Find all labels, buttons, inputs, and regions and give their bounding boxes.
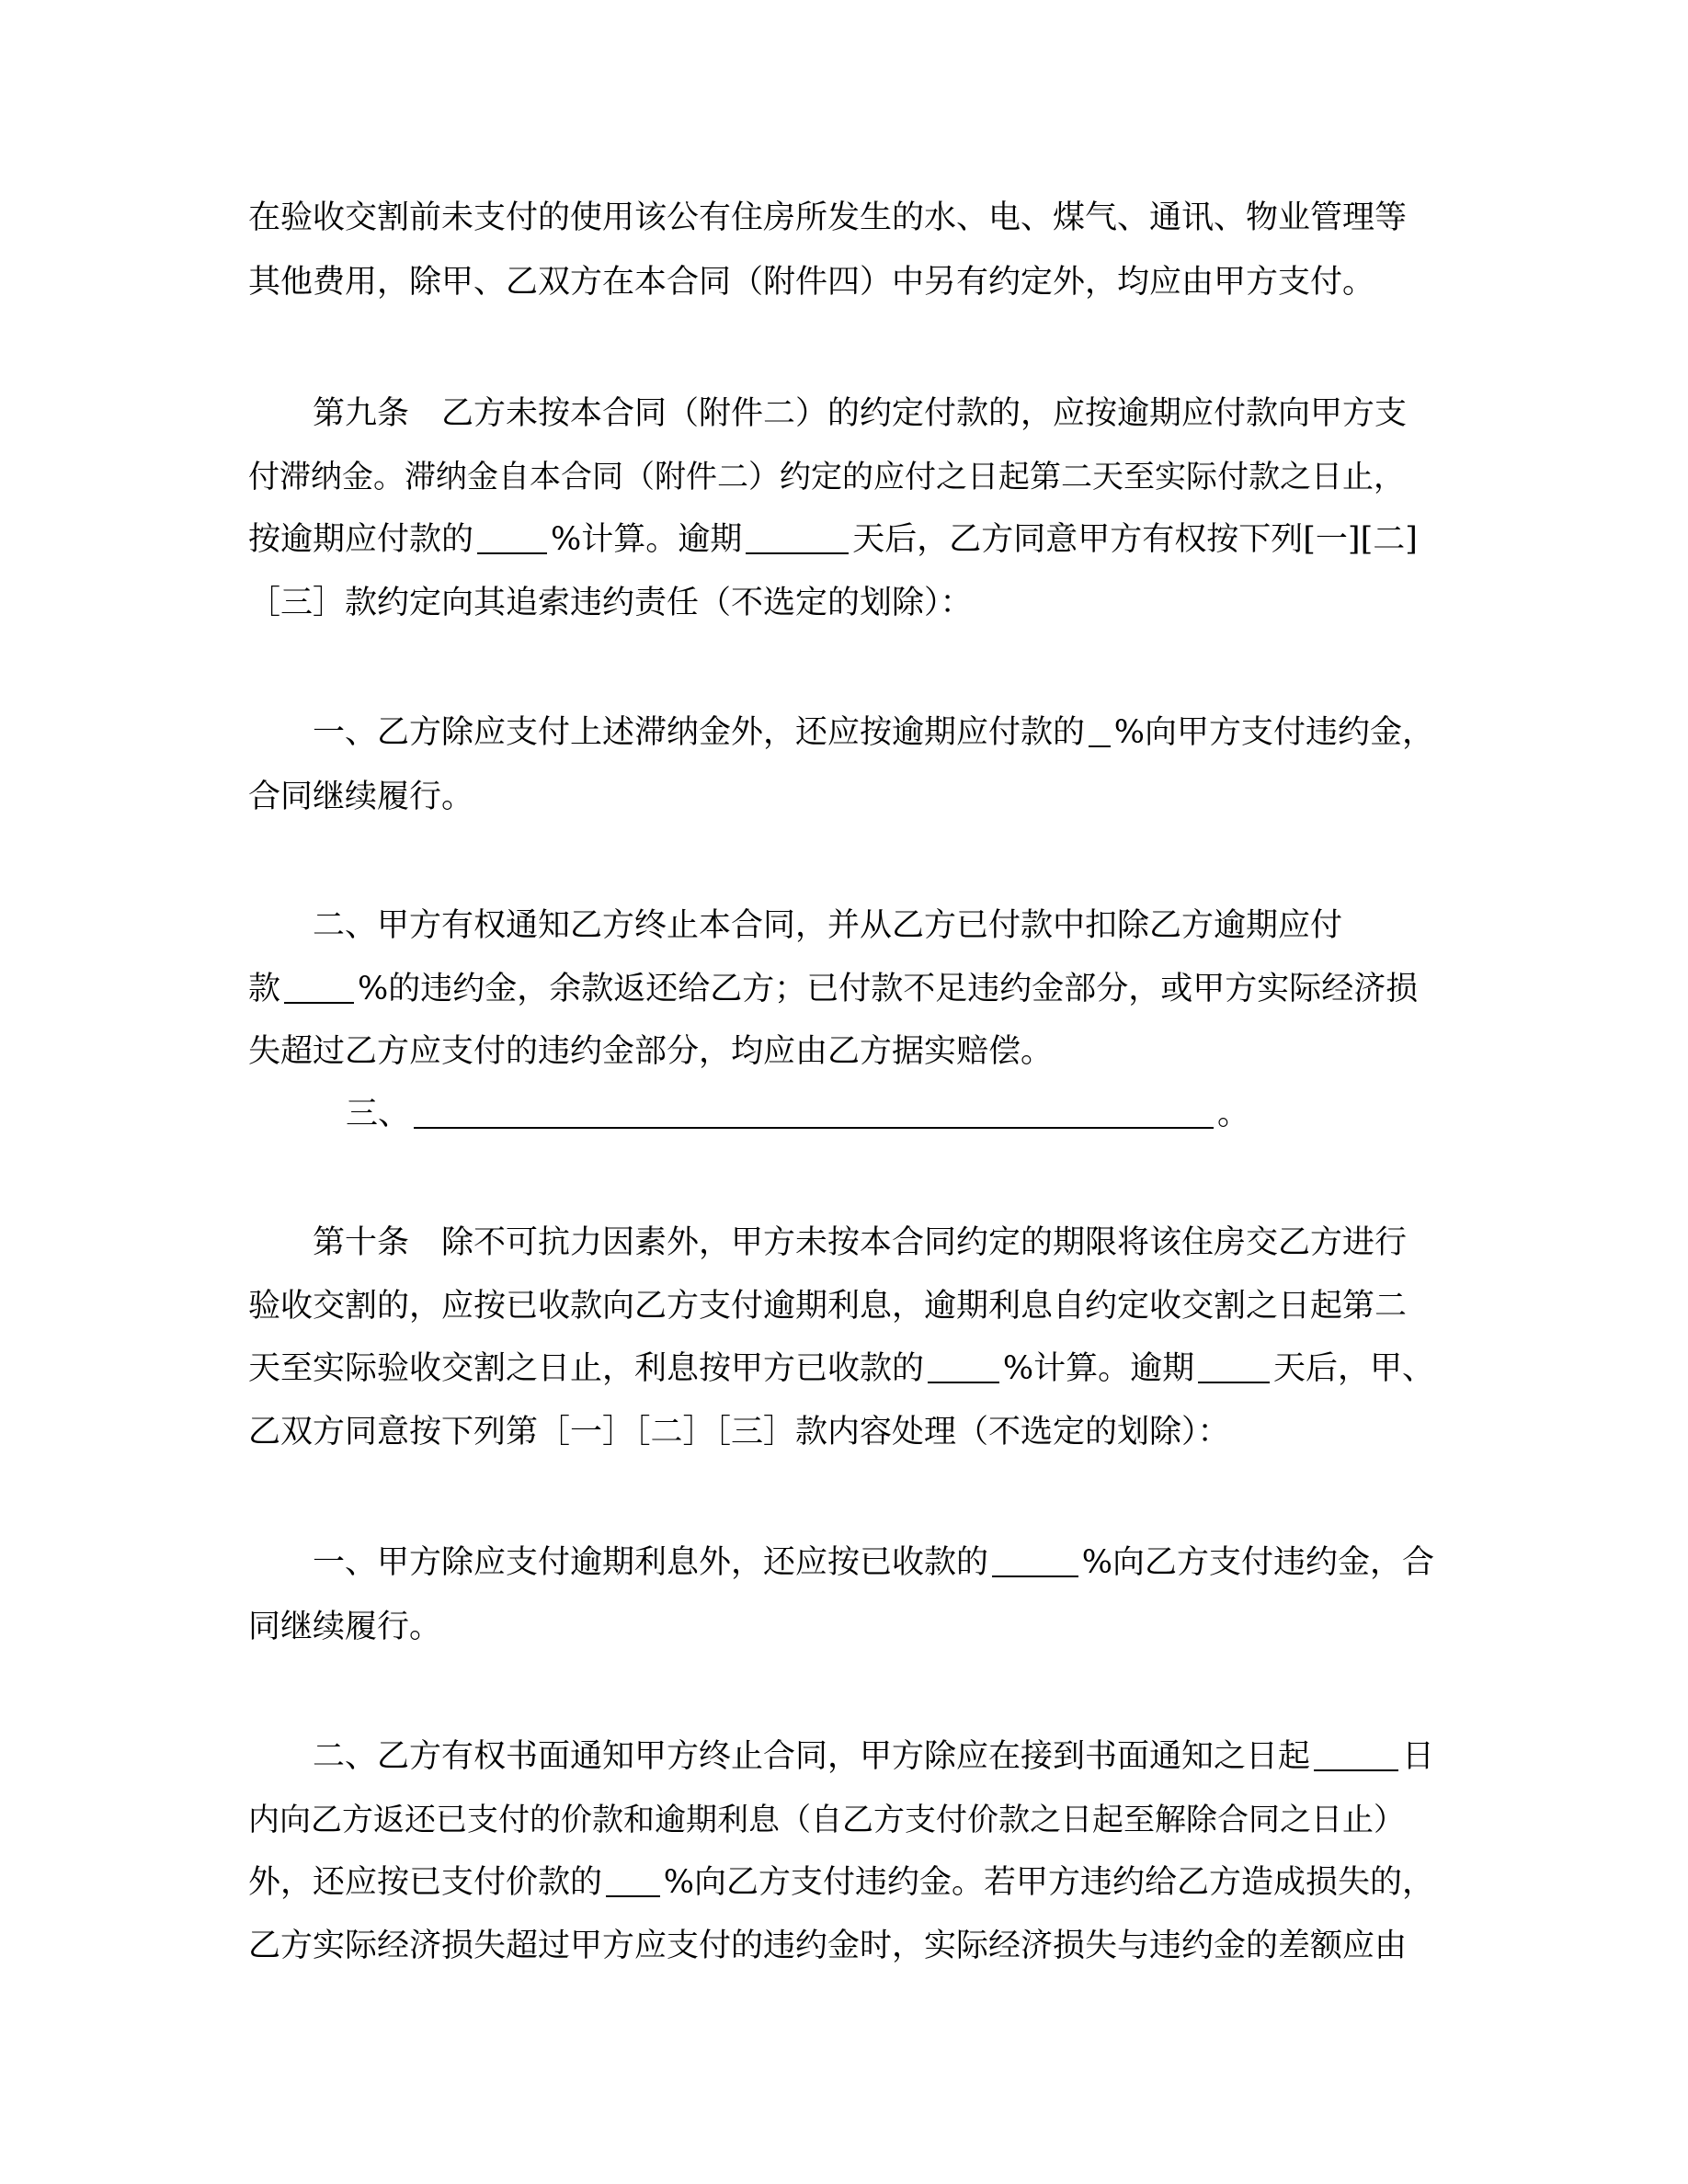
fill-blank[interactable] <box>992 1548 1078 1577</box>
paragraph-text: 二、乙方有权书面通知甲方终止合同，甲方除应在接到书面通知之日起 <box>313 1738 1311 1775</box>
fill-blank[interactable] <box>1198 1354 1270 1383</box>
fill-blank[interactable] <box>928 1354 999 1383</box>
paragraph-text: 乙方实际经济损失超过甲方应支付的违约金时，实际经济损失与违约金的差额应由 <box>248 1928 1408 1964</box>
text-line <box>248 198 1434 238</box>
paragraph-text: ［三］款约定向其追索违约责任（不选定的划除）： <box>248 585 973 621</box>
article-10-line-2 <box>248 1286 1434 1326</box>
article-10-clause-1-line-1 <box>248 1542 1434 1583</box>
fill-blank[interactable] <box>746 525 849 554</box>
paragraph-text: %向乙方支付违约金。若甲方违约给乙方造成损失的， <box>663 1864 1434 1901</box>
paragraph-text: 验收交割的，应按已收款向乙方支付逾期利息，逾期利息自约定收交割之日起第二 <box>248 1288 1408 1325</box>
paragraph-text: 二、甲方有权通知乙方终止本合同，并从乙方已付款中扣除乙方逾期应付 <box>313 907 1343 944</box>
article-9-line-1 <box>248 393 1434 434</box>
fill-blank[interactable] <box>606 1868 660 1897</box>
article-9-line-4 <box>248 583 1434 623</box>
paragraph-text: %计算。逾期 <box>551 521 743 558</box>
article-9-line-3 <box>248 519 1434 560</box>
article-9-line-2 <box>248 457 1434 497</box>
fill-blank[interactable] <box>477 525 547 554</box>
paragraph-text: 内向乙方返还已支付的价款和逾期利息（自乙方支付价款之日起至解除合同之日止） <box>248 1802 1405 1838</box>
paragraph-text: 付滞纳金。滞纳金自本合同（附件二）约定的应付之日起第二天至实际付款之日止， <box>248 459 1405 495</box>
fill-blank[interactable] <box>1089 718 1111 747</box>
paragraph-text: 第十条 除不可抗力因素外，甲方未按本合同约定的期限将该住房交乙方进行 <box>313 1224 1408 1261</box>
paragraph-text: 天后，乙方同意甲方有权按下列[一][二] <box>852 521 1418 558</box>
article-10-line-1 <box>248 1223 1434 1263</box>
paragraph-text: 天至实际验收交割之日止，利息按甲方已收款的 <box>248 1350 925 1387</box>
article-10-clause-2-line-2 <box>248 1800 1434 1840</box>
article-9-clause-1-line-2 <box>248 777 1434 817</box>
paragraph-text: 合同继续履行。 <box>248 779 474 815</box>
article-10-clause-2-line-3 <box>248 1862 1434 1903</box>
fill-blank[interactable] <box>284 974 354 1004</box>
paragraph-text: 其他费用，除甲、乙双方在本合同（附件四）中另有约定外，均应由甲方支付。 <box>248 264 1375 301</box>
paragraph-text: 同继续履行。 <box>248 1609 442 1645</box>
paragraph-text: 一、乙方除应支付上述滞纳金外，还应按逾期应付款的 <box>313 714 1086 751</box>
paragraph-text: 失超过乙方应支付的违约金部分，均应由乙方据实赔偿。 <box>248 1033 1054 1070</box>
paragraph-text: 外，还应按已支付价款的 <box>248 1864 603 1901</box>
paragraph-text: %向甲方支付违约金， <box>1113 714 1434 751</box>
article-10-clause-2-line-1 <box>248 1736 1434 1777</box>
article-9-clause-2-line-1 <box>248 905 1434 946</box>
article-9-clause-3 <box>248 1094 1434 1134</box>
paragraph-text: 日 <box>1401 1738 1434 1775</box>
article-9-clause-2-line-3 <box>248 1031 1434 1072</box>
article-9-clause-1-line-1 <box>248 712 1434 753</box>
paragraph-text: %向乙方支付违约金，合 <box>1081 1544 1434 1581</box>
paragraph-text: 。 <box>1217 1096 1250 1132</box>
paragraph-text: 一、甲方除应支付逾期利息外，还应按已收款的 <box>313 1544 989 1581</box>
fill-blank[interactable] <box>414 1099 1214 1129</box>
paragraph-text: %计算。逾期 <box>1002 1350 1195 1387</box>
article-10-clause-1-line-2 <box>248 1607 1434 1647</box>
paragraph-text: 三、 <box>346 1096 411 1132</box>
article-9-clause-2-line-2 <box>248 969 1434 1009</box>
fill-blank[interactable] <box>1314 1742 1398 1771</box>
paragraph-text: 款 <box>248 971 281 1007</box>
article-10-clause-2-line-4 <box>248 1926 1434 1966</box>
text-line <box>248 262 1434 302</box>
paragraph-text: 天后，甲、 <box>1272 1350 1434 1387</box>
paragraph-text: %的违约金，余款返还给乙方；已付款不足违约金部分，或甲方实际经济损 <box>358 971 1419 1007</box>
article-10-line-3 <box>248 1348 1434 1389</box>
paragraph-text: 按逾期应付款的 <box>248 521 474 558</box>
paragraph-text: 在验收交割前未支付的使用该公有住房所发生的水、电、煤气、通讯、物业管理等 <box>248 199 1408 236</box>
paragraph-text: 乙双方同意按下列第［一］［二］［三］款内容处理（不选定的划除）： <box>248 1414 1230 1450</box>
article-10-line-4 <box>248 1412 1434 1452</box>
paragraph-text: 第九条 乙方未按本合同（附件二）的约定付款的，应按逾期应付款向甲方支 <box>313 395 1408 432</box>
